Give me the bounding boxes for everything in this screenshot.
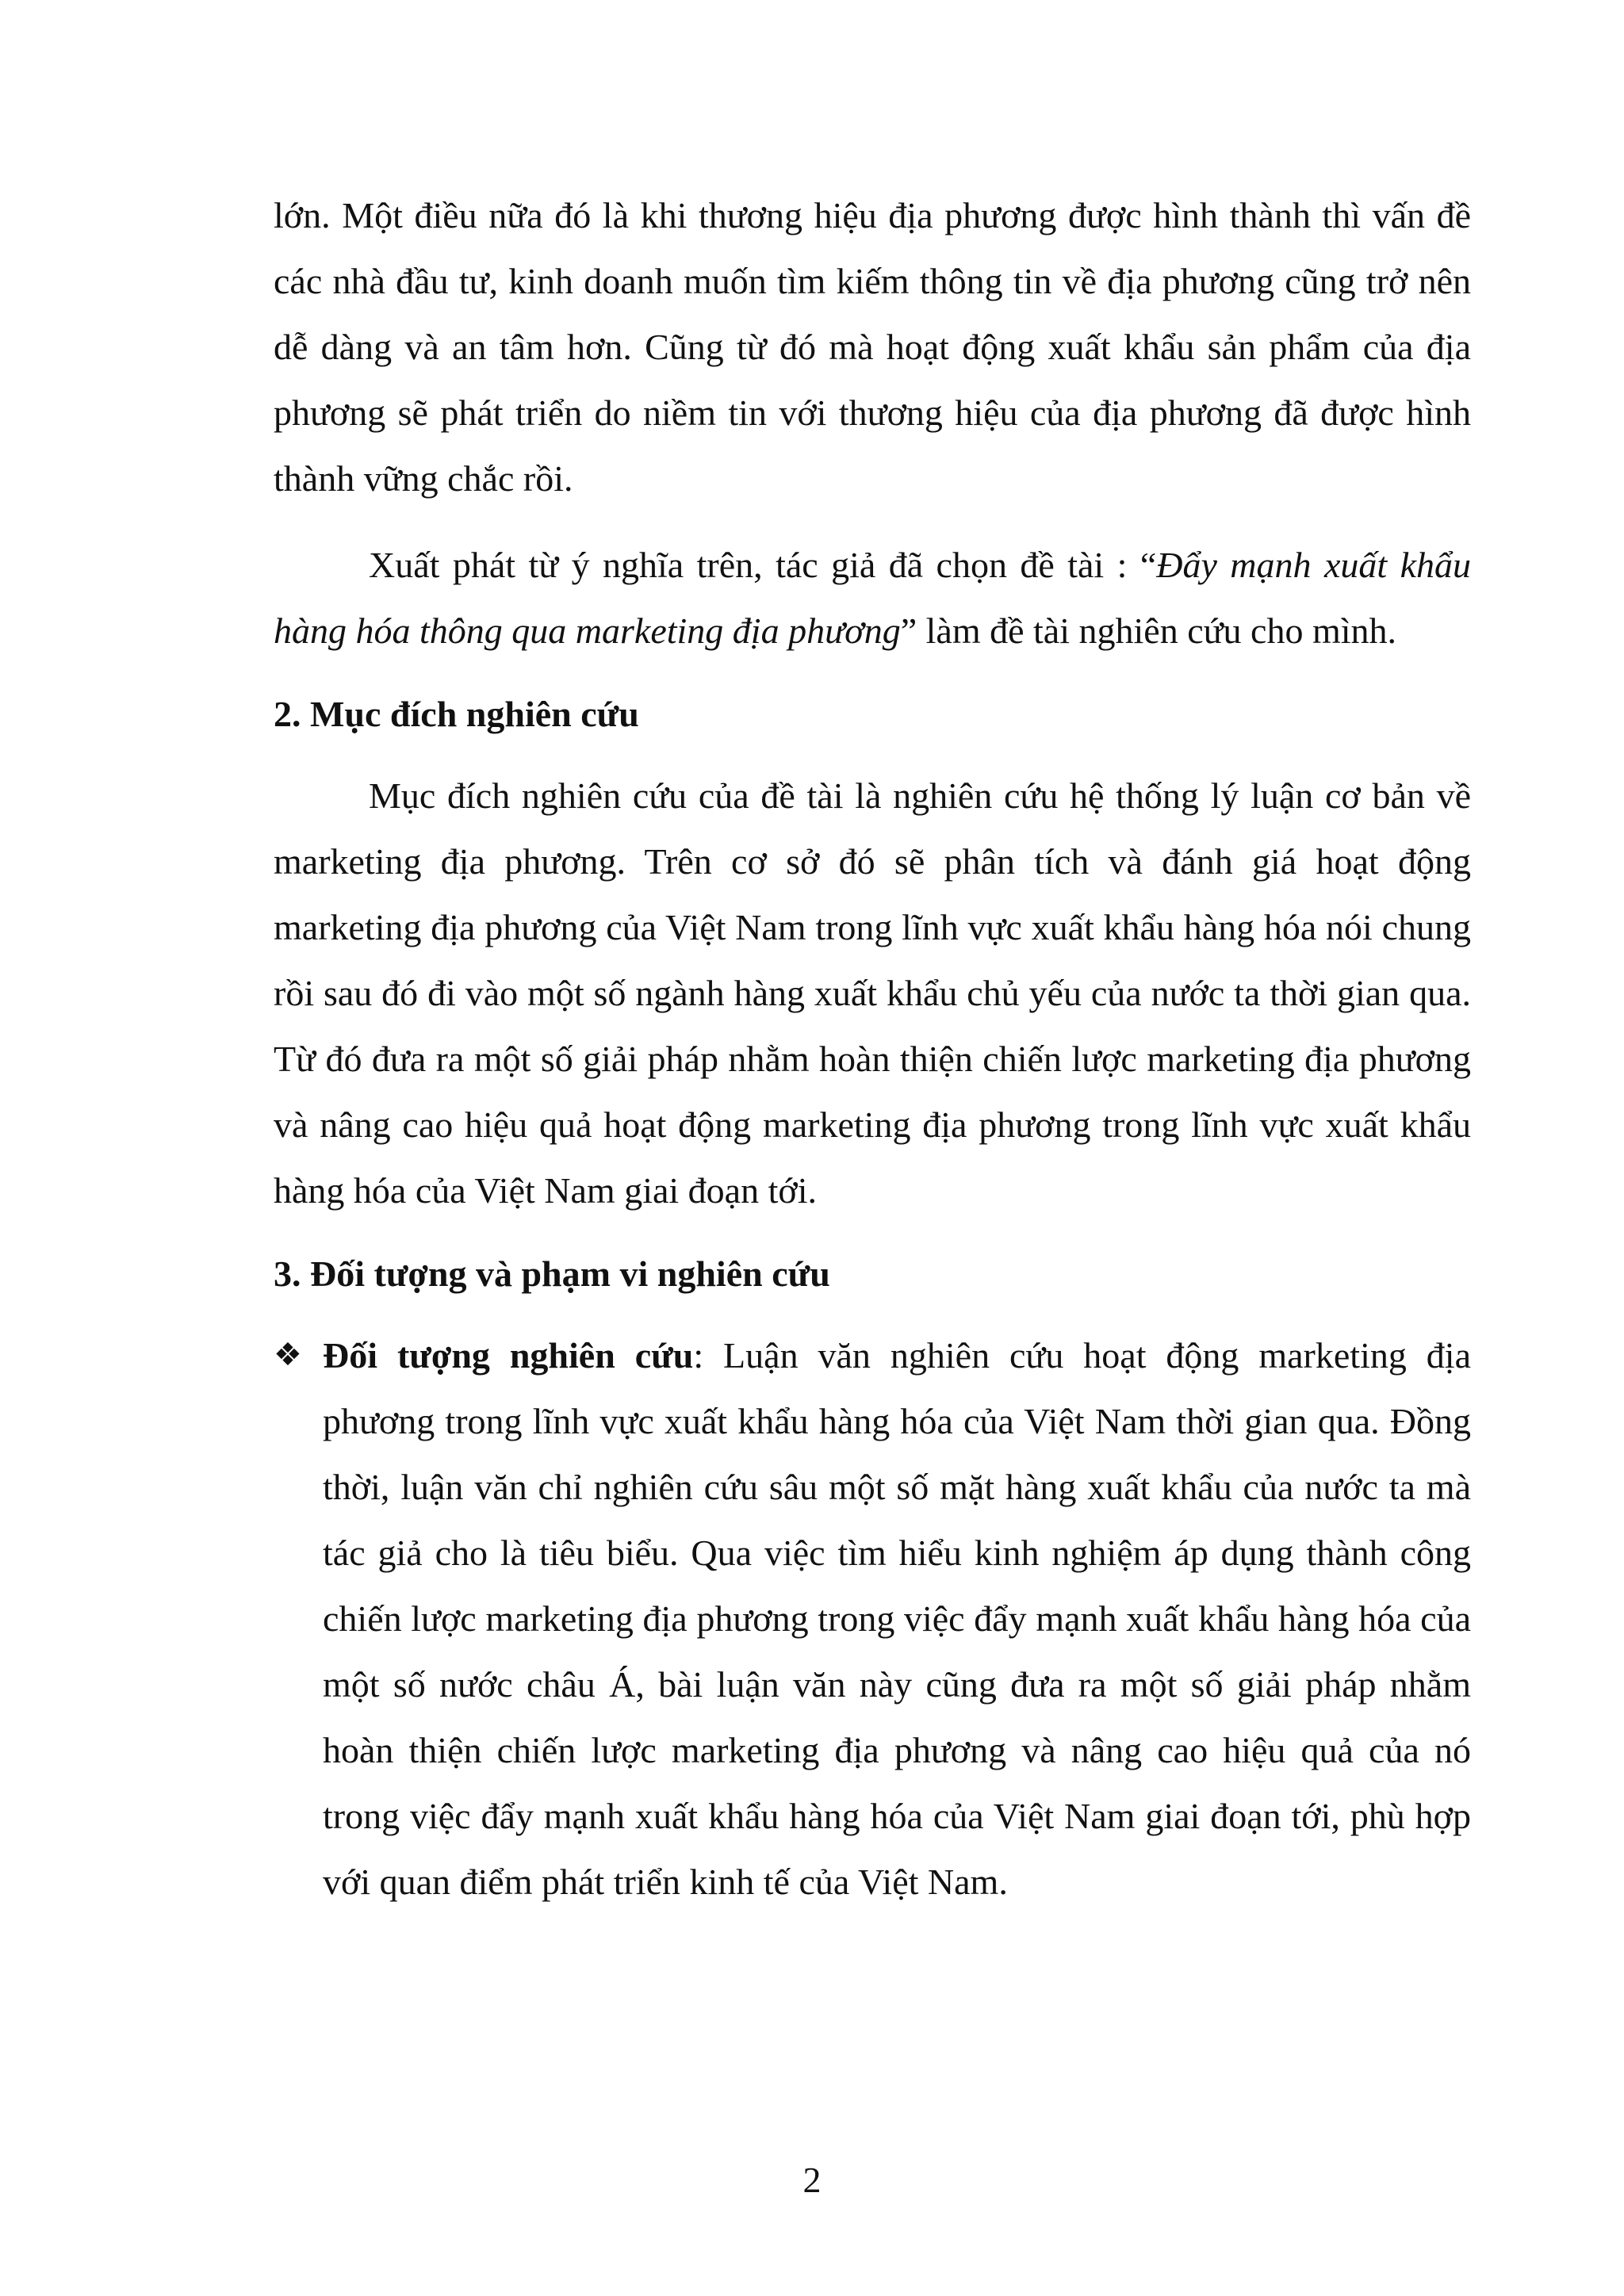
research-object-bullet	[274, 1322, 1471, 1915]
topic-title: Đẩy mạnh xuất khẩu hàng hóa thông qua marketing địa phương	[274, 545, 1471, 651]
topic-tail-text: ” làm đề tài nghiên cứu cho mình.	[900, 610, 1397, 651]
page-number: 2	[802, 2160, 822, 2200]
document-page	[274, 182, 1471, 1915]
section-3-heading: 3. Đối tượng và phạm vi nghiên cứu	[274, 1253, 830, 1294]
section-2-body: Mục đích nghiên cứu của đề tài là nghiên cứu hệ thống lý luận cơ bản về marketing địa phương. Trên cơ sở đó sẽ phân tích và đánh giá hoạt động marketing địa phương của Việt Nam trong lĩnh vực xuất khẩu hàng hóa nói chung rồi sau đó đi vào một số ngành hàng xuất khẩu chủ yếu của nước ta thời gian qua. Từ đó đưa ra một số giải pháp nhằm hoàn thiện chiến lược marketing địa phương và nâng cao hiệu quả hoạt động marketing địa phương trong lĩnh vực xuất khẩu hàng hóa của Việt Nam giai đoạn tới.	[274, 775, 1471, 1211]
diamond-bullet-icon: ❖	[274, 1337, 302, 1373]
research-object-body: : Luận văn nghiên cứu hoạt động marketing địa phương trong lĩnh vực xuất khẩu hàng hóa của Việt Nam thời gian qua. Đồng thời, luận văn chỉ nghiên cứu sâu một số mặt hàng xuất khẩu của nước ta mà tác giả cho là tiêu biểu. Qua việc tìm hiểu kinh nghiệm áp dụng thành công chiến lược marketing địa phương trong việc đẩy mạnh xuất khẩu hàng hóa của một số nước châu Á, bài luận văn này cũng đưa ra một số giải pháp nhằm hoàn thiện chiến lược marketing địa phương và nâng cao hiệu quả của nó trong việc đẩy mạnh xuất khẩu hàng hóa của Việt Nam giai đoạn tới, phù hợp với quan điểm phát triển kinh tế của Việt Nam.	[323, 1335, 1471, 1902]
section-2-heading: 2. Mục đích nghiên cứu	[274, 694, 639, 734]
topic-lead-text: Xuất phát từ ý nghĩa trên, tác giả đã chọn đề tài : “	[369, 545, 1157, 585]
paragraph-topic-selection	[274, 532, 1471, 664]
research-object-label: Đối tượng nghiên cứu	[323, 1335, 694, 1376]
research-object-text	[323, 1322, 1471, 1915]
paragraph-intro-continuation: lớn. Một điều nữa đó là khi thương hiệu địa phương được hình thành thì vấn đề các nhà đầu tư, kinh doanh muốn tìm kiếm thông tin về địa phương cũng trở nên dễ dàng và an tâm hơn. Cũng từ đó mà hoạt động xuất khẩu sản phẩm của địa phương sẽ phát triển do niềm tin với thương hiệu của địa phương đã được hình thành vững chắc rồi.	[274, 195, 1471, 499]
